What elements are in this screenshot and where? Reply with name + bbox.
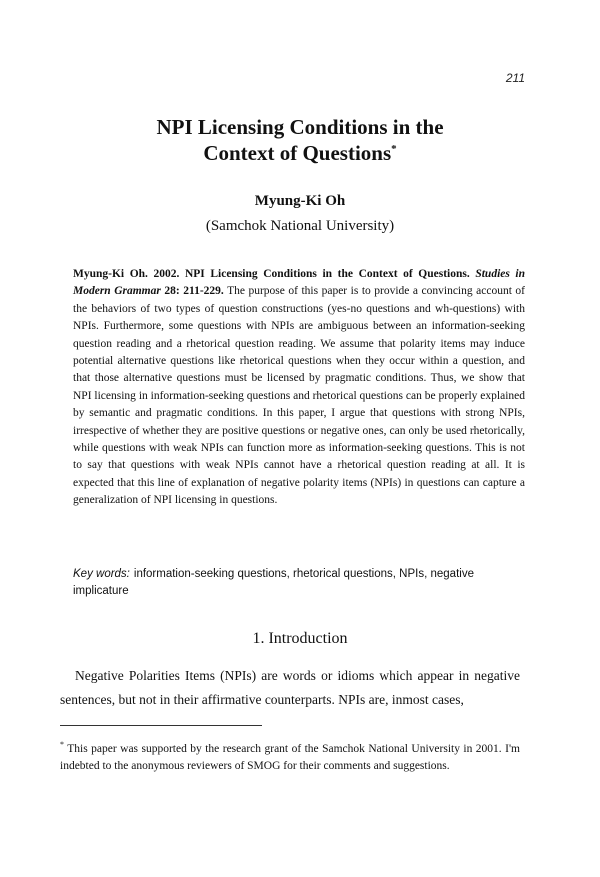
footnote-divider (60, 725, 262, 726)
abstract (73, 266, 525, 510)
keywords-text: information-seeking questions, rhetorical questions, NPIs, negative implicature (73, 568, 474, 597)
abstract-pages: 28: 211-229. (160, 285, 224, 298)
author-name: Myung-Ki Oh (254, 193, 346, 209)
keywords-label: Key words: (73, 568, 130, 580)
footnote-text: This paper was supported by the research grant of the Samchok National University in 2001. I'm indebted to the anonymous reviewers of SMOG for their comments and suggestions. (60, 742, 520, 773)
abstract-text: The purpose of this paper is to provide a convincing account of the behaviors of two types of question constructions (yes-no questions and wh-questions) with NPIs. Furthermore, some questions with NPIs are ambiguous between an information-seeking question reading and a rhetorical question reading. We assume that polarity items may induce potential alternative questions like rhetorical questions when they occur within a question, and that those alternative questions must be licensed by pragmatic conditions. Thus, we show that NPI licensing in information-seeking questions and rhetorical questions can be properly explained by semantic and pragmatic conditions. In this paper, I argue that questions with strong NPIs, irrespective of whether they are positive questions or negative ones, can only be used rhetorically, while questions with weak NPIs can function more as information-seeking questions. This is not to say that questions with weak NPIs cannot have a rhetorical question reading at all. It is expected that this line of explanation of negative polarity items (NPIs) in questions can capture a generalization of NPI licensing in questions. (73, 285, 525, 507)
section-heading: 1. Introduction (252, 630, 348, 647)
title-line-2-text: Context of Questions (203, 141, 392, 165)
abstract-citation: Myung-Ki Oh. 2002. NPI Licensing Conditions in the Context of Questions. (73, 268, 470, 280)
abstract-journal: Studies in Modern Grammar (73, 268, 526, 298)
footnote-marker: * (60, 740, 64, 749)
intro-paragraph: Negative Polarities Items (NPIs) are words or idioms which appear in negative sentences, but not in their affirmative counterparts. NPIs are, inmost cases, (60, 668, 520, 707)
title-footnote-marker: * (391, 143, 397, 155)
keywords (73, 566, 525, 600)
page-number: 211 (505, 71, 525, 85)
paper-title (0, 114, 600, 166)
title-line-1: NPI Licensing Conditions in the (156, 115, 444, 139)
title-line-2 (0, 140, 600, 166)
author-affiliation: (Samchok National University) (205, 218, 395, 234)
footnote (60, 736, 520, 776)
